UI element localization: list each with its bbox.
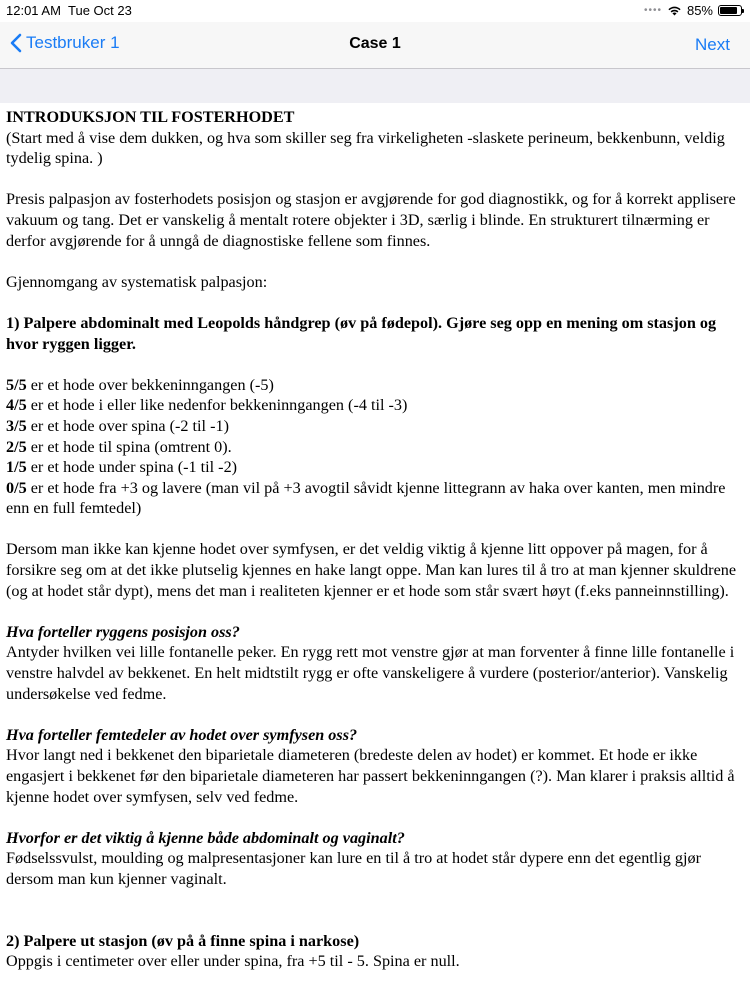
fifths-item	[6, 395, 744, 416]
navigation-bar	[0, 22, 750, 69]
fifths-label: 0/5	[6, 478, 27, 497]
fifths-item	[6, 437, 744, 458]
step-1-heading: 1) Palpere abdominalt med Leopolds håndgrep (øv på fødepol). Gjøre seg opp en mening om stasjon og hvor ryggen ligger.	[6, 313, 717, 353]
fifths-label: 4/5	[6, 396, 27, 415]
fifths-text: er et hode under spina (-1 til -2)	[26, 458, 238, 477]
question-spine-position: Hva forteller ryggens posisjon oss?	[6, 622, 240, 641]
spacer	[6, 910, 744, 931]
fifths-text: er et hode til spina (omtrent 0).	[26, 437, 232, 456]
answer-fifths: Hvor langt ned i bekkenet den biparietale diameteren (bredeste delen av hodet) er kommet. Et hode er ikke engasjert i bekkenet før den biparietale diameteren har passert bekkeninngangen (?). Man klarer i praksis alltid å kjenne hodet over symfysen, selv ved fedme.	[6, 746, 735, 806]
status-bar	[0, 0, 750, 22]
page-title: Case 1	[349, 35, 401, 52]
fifths-text: er et hode over spina (-2 til -1)	[26, 416, 229, 435]
question-fifths: Hva forteller femtedeler av hodet over symfysen oss?	[6, 725, 358, 744]
fifths-text: er et hode fra +3 og lavere (man vil på +3 avogtil såvidt kjenne littegrann av haka over kanten, men mindre enn en full femtedel)	[6, 478, 726, 518]
fifths-text: er et hode over bekkeninngangen (-5)	[26, 375, 274, 394]
status-date: Tue Oct 23	[68, 3, 132, 18]
fifths-text: er et hode i eller like nedenfor bekkeninngangen (-4 til -3)	[26, 396, 408, 415]
paragraph-head-above-symphysis: Dersom man ikke kan kjenne hodet over symfysen, er det veldig viktig å kjenne litt oppover på magen, for å forsikre seg om at det ikke plutselig kjennes en hake langt oppe. Man kan lures til å tro at man kjenner skuldrene (og at hodet står dypt), mens det man i realiteten kjenner er et hode som står svært høyt (f.eks panneinnstilling).	[6, 540, 737, 600]
paragraph-precise-palpation: Presis palpasjon av fosterhodets posisjon og stasjon er avgjørende for god diagnostikk, og for å korrekt applisere vakuum og tang. Det er vanskelig å mentalt rotere objekter i 3D, særlig i blinde. En strukturert tilnærming er derfor avgjørende for å unngå de diagnostiske fellene som finnes.	[6, 190, 736, 250]
fifths-label: 3/5	[6, 416, 27, 435]
wifi-icon	[667, 5, 682, 16]
fifths-label: 5/5	[6, 375, 27, 394]
step-2-heading: 2) Palpere ut stasjon (øv på å finne spina i narkose)	[6, 931, 360, 950]
fifths-item	[6, 457, 744, 478]
fifths-item	[6, 416, 744, 437]
fifths-item	[6, 375, 744, 396]
battery-percent: 85%	[686, 3, 713, 18]
fifths-label: 1/5	[6, 458, 27, 477]
fifths-item	[6, 478, 744, 519]
next-button[interactable]: Next	[695, 35, 730, 54]
status-indicators	[644, 3, 742, 18]
header-spacer	[0, 69, 750, 103]
fifths-list	[6, 375, 744, 519]
battery-icon	[718, 5, 742, 16]
back-button-label: Testbruker 1	[26, 33, 120, 52]
case-content	[6, 107, 744, 972]
question-abdominal-vaginal: Hvorfor er det viktig å kjenne både abdominalt og vaginalt?	[6, 828, 405, 847]
intro-note: (Start med å vise dem dukken, og hva som skiller seg fra virkeligheten -slaskete perineum, bekkenbunn, veldig tydelig spina. )	[6, 128, 725, 168]
step-2-text: Oppgis i centimeter over eller under spina, fra +5 til - 5. Spina er null.	[6, 952, 460, 971]
signal-dots-icon: ••••	[643, 5, 662, 16]
answer-spine-position: Antyder hvilken vei lille fontanelle peker. En rygg rett mot venstre gjør at man forventer å finne lille fontanelle i venstre halvdel av bekkenet. En helt midtstilt rygg er ofte vanskeligere å vurdere (posterior/anterior). Vanskelig undersøkelse ved fedme.	[6, 643, 735, 703]
fifths-label: 2/5	[6, 437, 27, 456]
section-heading: INTRODUKSJON TIL FOSTERHODET	[6, 108, 295, 126]
answer-abdominal-vaginal: Fødselssvulst, moulding og malpresentasjoner kan lure en til å tro at hodet står dypere enn det egentlig gjør dersom man kun kjenner vaginalt.	[6, 849, 702, 888]
paragraph-systematic-review: Gjennomgang av systematisk palpasjon:	[6, 272, 268, 291]
status-time: 12:01 AM	[6, 3, 61, 18]
